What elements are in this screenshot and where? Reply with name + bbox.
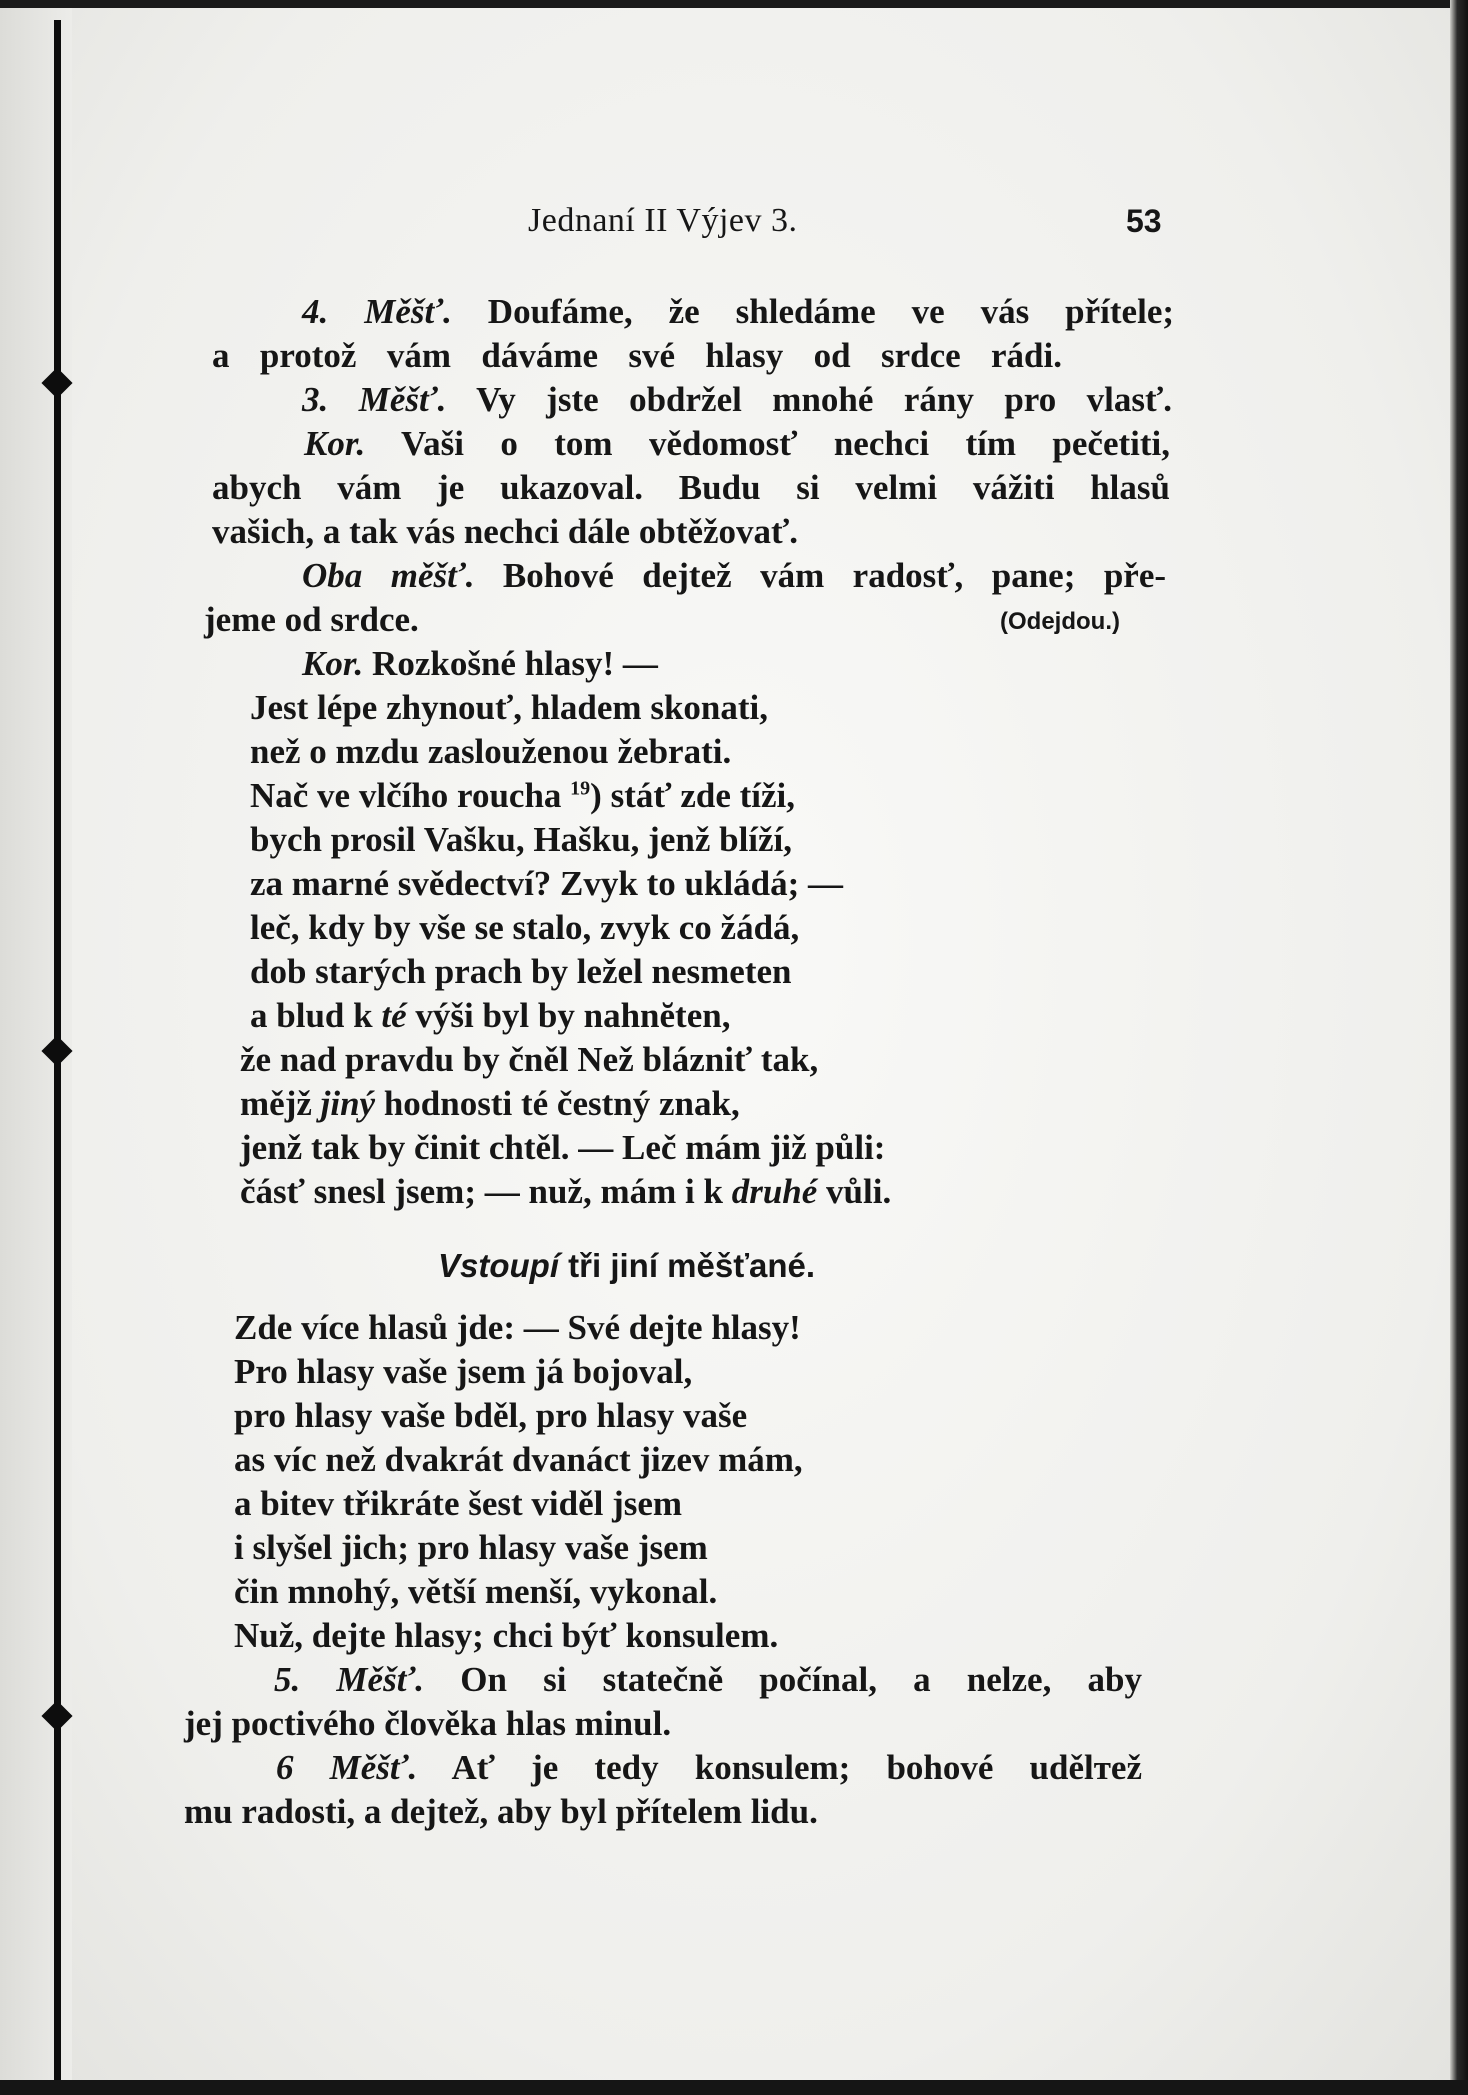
speaker: Kor.	[302, 644, 364, 683]
stage-direction-exit: (Odejdou.)	[1000, 608, 1120, 635]
text-line: Kor. Vaši o tom vědomosť nechci tím pečetiti,	[304, 424, 1170, 463]
emphasis: druhé	[731, 1172, 818, 1211]
verse-line: leč, kdy by vše se stalo, zvyk co žádá,	[250, 908, 800, 947]
verse-line: pro hlasy vaše bděl, pro hlasy vaše	[234, 1396, 748, 1435]
verse-line: Pro hlasy vaše jsem já bojoval,	[234, 1352, 693, 1391]
speaker: Kor.	[304, 424, 366, 463]
verse-line: dob starých prach by ležel nesmeten	[250, 952, 792, 991]
text-line: Kor. Rozkošné hlasy! —	[302, 644, 658, 683]
text-line: jeme od srdce.	[204, 600, 419, 639]
emphasis: té	[381, 996, 407, 1035]
text-line: 5. Měšť. On si statečně počínal, a nelze, aby	[274, 1660, 1142, 1699]
speaker: Oba měšť.	[302, 556, 475, 595]
text-line: a protož vám dáváme své hlasy od srdce rádi.	[212, 336, 1062, 375]
verse-line: Jest lépe zhynouť, hladem skonati,	[250, 688, 769, 727]
verse-line: Zde více hlasů jde: — Své dejte hlasy!	[234, 1308, 801, 1347]
text-line: 4. Měšť. Doufáme, že shledáme ve vás přítele;	[302, 292, 1175, 331]
page-number: 53	[1126, 203, 1162, 239]
verse-line: než o mzdu zaslouženou žebrati.	[250, 732, 732, 771]
verse-line: jenž tak by činit chtěl. — Leč mám již půli:	[240, 1128, 886, 1167]
scan-bottom-edge	[0, 2080, 1468, 2095]
verse-line: za marné svědectví? Zvyk to ukládá; —	[250, 864, 844, 903]
verse-line: že nad pravdu by čněl Než blázniť tak,	[240, 1040, 819, 1079]
text-line: Oba měšť. Bohové dejtež vám radosť, pane; pře-	[302, 556, 1167, 595]
text-line: 3. Měšť. Vy jste obdržel mnohé rány pro vlasť.	[302, 380, 1172, 419]
verse-line: čásť snesl jsem; — nuž, mám i k druhé vůli.	[240, 1172, 892, 1211]
speaker: 5. Měšť.	[274, 1660, 425, 1699]
speaker: 4. Měšť.	[302, 292, 452, 331]
running-head: Jednaní II Výjev 3.	[528, 202, 798, 239]
text-line: abych vám je ukazoval. Budu si velmi vážiti hlasů	[212, 468, 1170, 507]
verse-line: Nuž, dejte hlasy; chci býť konsulem.	[234, 1616, 779, 1655]
speaker: 3. Měšť.	[302, 380, 447, 419]
text-line: mu radosti, a dejtež, aby byl přítelem lidu.	[184, 1792, 818, 1831]
verse-line: a blud k té výši byl by nahnĕten,	[250, 996, 731, 1035]
speaker: 6 Měšť.	[276, 1748, 418, 1787]
scan-right-edge	[1450, 0, 1468, 2095]
verse-line: čin mnohý, větší menší, vykonal.	[234, 1572, 718, 1611]
verse-line: a bitev třikráte šest viděl jsem	[234, 1484, 683, 1523]
verse-line: Nač ve vlčího roucha $^{19}$) stáť zde tíži,	[250, 776, 796, 815]
verse-line: as víc než dvakrát dvanáct jizev mám,	[234, 1440, 803, 1479]
stage-direction-enter: Vstoupí tři jiní měšťané.	[438, 1247, 816, 1284]
footnote-marker: 19	[570, 777, 591, 800]
text-line: 6 Měšť. Ať je tedy konsulem; bohové udělтež	[276, 1748, 1142, 1787]
verse-line: i slyšel jich; pro hlasy vaše jsem	[234, 1528, 708, 1567]
emphasis: jiný	[320, 1084, 376, 1123]
verse-line: bych prosil Vašku, Hašku, jenž blíží,	[250, 820, 793, 859]
text-line: jej poctivého člověka hlas minul.	[184, 1704, 672, 1743]
text-line: vašich, a tak vás nechci dále obtěžovať.	[212, 512, 798, 551]
verse-line: mějž jiný hodnosti té čestný znak,	[240, 1084, 740, 1123]
scan-top-edge	[0, 0, 1468, 8]
